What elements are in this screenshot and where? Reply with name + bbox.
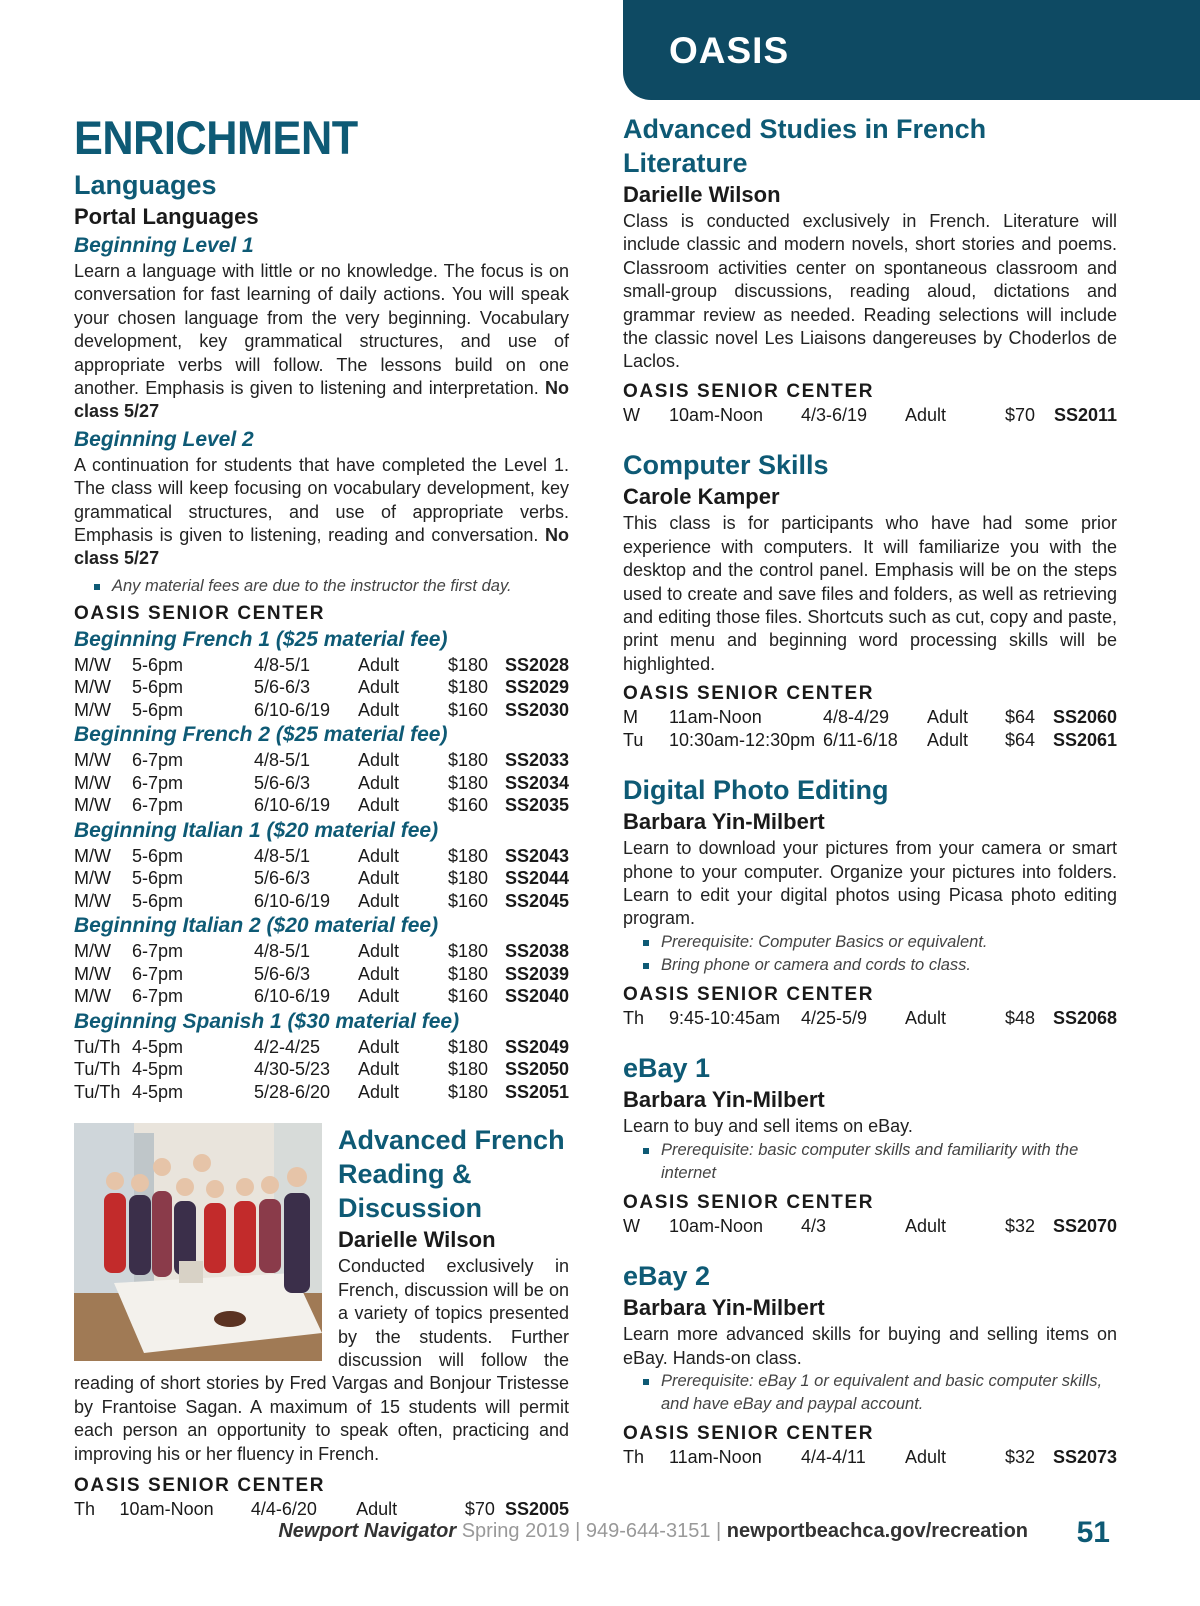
day-cell: M/W [74,941,111,962]
time-cell: 10am-Noon [669,404,764,425]
course-description: A continuation for students that have completed the Level 1. The class will keep focusing on vocabulary development, key grammatical structures, and use of appropriate verbs. Emphasis is given to listening, reading and conversation. No class 5/27 [74,454,569,569]
dates-cell: 6/10-6/19 [254,795,331,816]
course-description: Class is conducted exclusively in French. Literature will include classic and modern novels, short stories and poems. Classroom activities center on spontaneous classroom and small-group discussions, reading aloud, dictations and grammar review as needed. Reading selections will include the classic novel Les Liaisons dangereuses by Choderlos de Laclos. [623,211,1117,372]
course-code: SS2060 [1052,707,1117,728]
time-cell: 10am-Noon [669,1215,764,1236]
day-cell: W [623,404,640,425]
age-cell: Adult [905,1007,947,1028]
course-code: SS2045 [504,890,569,911]
instructor-name: Barbara Yin-Milbert [623,809,825,835]
time-cell: 10am-Noon [119,1499,214,1520]
schedule-table [623,1446,1117,1469]
dates-cell: 4/8-5/1 [254,941,311,962]
dates-cell: 6/11-6/18 [823,729,898,750]
course-description: Conducted exclusively in French, discussion will be on a variety of topics presented by the students. Further discussion will follow the reading of short stories by Fred Vargas and Bonjour Tristesse by Frantoise Sagan. A maximum of 15 students will permit each person an opportunity to speak often, practicing and improving his or her fluency in French. [74,1256,569,1464]
course-code: SS2050 [504,1059,569,1080]
banner-title: OASIS [669,30,790,71]
phone-number: 949-644-3151 [585,1520,711,1542]
fee-cell: $180 [447,845,488,866]
instructor-name: Darielle Wilson [338,1227,496,1253]
page-footer [0,1516,1200,1556]
time-cell: 6-7pm [132,941,184,962]
schedule-row [74,654,569,677]
class-group-title: Beginning French 1 ($25 material fee) [74,627,448,651]
location-heading: OASIS SENIOR CENTER [623,683,875,705]
schedule-row [74,985,569,1008]
time-cell: 6-7pm [132,750,184,771]
day-cell: M/W [74,677,111,698]
course-code: SS2070 [1052,1215,1117,1236]
schedule-row [74,1058,569,1081]
fee-cell: $180 [447,941,488,962]
course-block [623,112,1117,426]
location-heading: OASIS SENIOR CENTER [623,983,875,1005]
prerequisite-note: Prerequisite: eBay 1 or equivalent and basic computer skills, and have eBay and paypal account. [623,1370,1117,1416]
course-block [623,448,1117,751]
schedule-table [74,749,569,817]
course-code: SS2044 [504,868,569,889]
location-heading: OASIS SENIOR CENTER [623,380,875,402]
course-description: Learn a language with little or no knowledge. The focus is on conversation for fast learning of daily actions. You will speak your chosen language from the very beginning. Vocabulary development, key grammatical structures, and use of appropriate verbs will follow. The lessons build on one another. Emphasis is given to listening and interpretation. No class 5/27 [74,261,569,422]
age-cell: Adult [358,963,400,984]
age-cell: Adult [358,890,400,911]
fee-cell: $70 [1004,404,1035,425]
course-code: SS2011 [1053,404,1117,425]
schedule-row [623,404,1117,427]
fee-cell: $180 [447,772,488,793]
dates-cell: 4/8-5/1 [254,845,311,866]
dates-cell: 6/10-6/19 [254,890,331,911]
subsection-title: Languages [74,170,217,200]
publication-name: Newport Navigator [278,1520,457,1542]
time-cell: 9:45-10:45am [669,1007,781,1028]
course-code: SS2049 [504,1036,569,1057]
fee-cell: $180 [447,1036,488,1057]
page-number: 51 [1076,1516,1110,1549]
schedule-row [74,867,569,890]
age-cell: Adult [358,795,400,816]
dates-cell: 4/30-5/23 [254,1059,331,1080]
instructor-name: Darielle Wilson [623,182,781,207]
course-description: Learn more advanced skills for buying and selling items on eBay. Hands-on class. [623,1324,1117,1368]
schedule-row [74,1036,569,1059]
age-cell: Adult [905,1447,947,1468]
age-cell: Adult [358,1081,400,1102]
prerequisite-note: Prerequisite: Computer Basics or equivalent. [623,931,1117,954]
time-cell: 5-6pm [132,699,184,720]
fee-cell: $160 [447,890,488,911]
time-cell: 4-5pm [132,1036,184,1057]
course-title: Advanced French Reading & Discussion [338,1125,565,1224]
course-code: SS2038 [504,941,569,962]
left-column [74,112,569,1521]
day-cell: W [623,1215,640,1236]
dates-cell: 6/10-6/19 [254,699,331,720]
schedule-row [74,890,569,913]
dates-cell: 5/6-6/3 [254,772,311,793]
day-cell: M/W [74,750,111,771]
fee-cell: $180 [447,1081,488,1102]
course-code: SS2043 [504,845,569,866]
fee-cell: $48 [1004,1007,1035,1028]
course-code: SS2029 [504,677,569,698]
course-description: Learn to download your pictures from your camera or smart phone to your computer. Organize your pictures into folders. Learn to edit your digital photos using Picasa photo editing program. [623,838,1117,929]
website-url[interactable]: newportbeachca.gov/recreation [726,1520,1028,1542]
dates-cell: 5/28-6/20 [254,1081,331,1102]
age-cell: Adult [358,772,400,793]
course-title: Computer Skills [623,450,829,481]
schedule-table [623,1007,1117,1030]
course-code: SS2039 [504,963,569,984]
age-cell: Adult [358,986,400,1007]
fee-cell: $32 [1004,1215,1035,1236]
day-cell: Tu/Th [74,1081,121,1102]
schedule-row [74,699,569,722]
schedule-row [623,1446,1117,1469]
course-code: SS2005 [504,1499,569,1520]
age-cell: Adult [358,699,400,720]
fee-cell: $70 [464,1499,495,1520]
dates-cell: 4/8-4/29 [823,707,890,728]
course-code: SS2051 [504,1081,569,1102]
location-heading: OASIS SENIOR CENTER [74,602,326,624]
dates-cell: 6/10-6/19 [254,986,331,1007]
dates-cell: 4/25-5/9 [801,1007,868,1028]
fee-cell: $160 [447,795,488,816]
time-cell: 5-6pm [132,677,184,698]
schedule-table [74,845,569,913]
time-cell: 5-6pm [132,868,184,889]
age-cell: Adult [356,1499,398,1520]
course-block [623,1259,1117,1468]
day-cell: M/W [74,654,111,675]
dates-cell: 4/8-5/1 [254,750,311,771]
course-description: This class is for participants who have had some prior experience with computers. It will familiarize you with the desktop and the control panel. Emphasis will be on the steps used to create and save files and folders, as well as retrieving and editing those files. Shortcuts such as cut, copy and paste, print menu and beginning word processing skills will be highlighted. [623,513,1117,674]
right-column [623,112,1117,1469]
course-title: eBay 1 [623,1053,711,1084]
instructor-name: Barbara Yin-Milbert [623,1295,825,1321]
dates-cell: 4/8-5/1 [254,654,311,675]
age-cell: Adult [927,729,969,750]
schedule-row [74,845,569,868]
day-cell: M/W [74,963,111,984]
time-cell: 5-6pm [132,890,184,911]
day-cell: M/W [74,772,111,793]
course-code: SS2034 [504,772,569,793]
day-cell: Th [623,1447,645,1468]
time-cell: 6-7pm [132,986,184,1007]
fee-cell: $160 [447,986,488,1007]
dates-cell: 4/3-6/19 [801,404,868,425]
time-cell: 6-7pm [132,795,184,816]
instructor-name: Carole Kamper [623,484,780,510]
schedule-row [74,749,569,772]
schedule-row [74,676,569,699]
class-group-title: Beginning French 2 ($25 material fee) [74,723,448,747]
dates-cell: 4/3 [801,1215,827,1236]
course-code: SS2035 [504,795,569,816]
course-title: eBay 2 [623,1261,711,1292]
schedule-row [74,794,569,817]
course-code: SS2040 [504,986,569,1007]
day-cell: Th [74,1499,96,1520]
provider-name: Portal Languages [74,204,259,229]
age-cell: Adult [358,1036,400,1057]
schedule-table [623,404,1117,427]
fee-cell: $180 [447,963,488,984]
time-cell: 11am-Noon [669,1447,762,1468]
dates-cell: 4/4-4/11 [801,1447,866,1468]
dates-cell: 5/6-6/3 [254,963,311,984]
course-code: SS2030 [504,699,569,720]
oasis-banner [623,0,1200,100]
course-code: SS2073 [1052,1447,1117,1468]
time-cell: 6-7pm [132,772,184,793]
schedule-row [74,940,569,963]
age-cell: Adult [358,941,400,962]
course-title: Beginning Level 1 [74,234,254,257]
age-cell: Adult [358,845,400,866]
course-code: SS2068 [1052,1007,1117,1028]
course-description: Learn to buy and sell items on eBay. [623,1116,913,1137]
time-cell: 10:30am-12:30pm [669,729,816,750]
day-cell: M/W [74,868,111,889]
time-cell: 4-5pm [132,1081,184,1102]
location-heading: OASIS SENIOR CENTER [623,1191,875,1213]
fee-cell: $180 [447,750,488,771]
day-cell: M/W [74,986,111,1007]
class-group-title: Beginning Spanish 1 ($30 material fee) [74,1009,460,1033]
class-group-title: Beginning Italian 2 ($20 material fee) [74,914,439,938]
fee-cell: $160 [447,699,488,720]
reading-course [74,1123,569,1520]
section-title: ENRICHMENT [74,111,358,164]
schedule-table [74,940,569,1008]
age-cell: Adult [905,1215,947,1236]
day-cell: M/W [74,699,111,720]
course-block [623,1051,1117,1237]
schedule-table [74,1036,569,1104]
schedule-row [623,1007,1117,1030]
schedule-row [74,772,569,795]
age-cell: Adult [358,750,400,771]
day-cell: M/W [74,795,111,816]
course-title: Beginning Level 2 [74,427,254,451]
material-fee-note: Any material fees are due to the instructor the first day. [74,575,569,598]
day-cell: Tu/Th [74,1036,121,1057]
schedule-row [74,1081,569,1104]
fee-cell: $180 [447,654,488,675]
day-cell: M/W [74,845,111,866]
dates-cell: 5/6-6/3 [254,677,311,698]
course-title: Digital Photo Editing [623,775,889,806]
schedule-table [623,706,1117,751]
course-block [623,773,1117,1029]
time-cell: 5-6pm [132,654,184,675]
day-cell: Th [623,1007,645,1028]
fee-cell: $32 [1004,1447,1035,1468]
dates-cell: 5/6-6/3 [254,868,311,889]
day-cell: Tu/Th [74,1059,121,1080]
day-cell: Tu [623,729,644,750]
age-cell: Adult [905,404,947,425]
age-cell: Adult [358,868,400,889]
season: Spring 2019 [461,1520,570,1542]
class-group-title: Beginning Italian 1 ($20 material fee) [74,818,439,842]
schedule-row [74,963,569,986]
dates-cell: 4/2-4/25 [254,1036,321,1057]
location-heading: OASIS SENIOR CENTER [74,1475,326,1497]
schedule-groups [74,626,569,1104]
schedule-row [623,729,1117,752]
age-cell: Adult [358,1059,400,1080]
age-cell: Adult [927,707,969,728]
instructor-name: Barbara Yin-Milbert [623,1087,825,1113]
prerequisite-note: Bring phone or camera and cords to class. [623,954,1117,977]
separator: | [575,1520,581,1542]
fee-cell: $64 [1004,729,1035,750]
time-cell: 6-7pm [132,963,184,984]
time-cell: 11am-Noon [669,707,762,728]
course-code: SS2028 [504,654,569,675]
schedule-row [623,706,1117,729]
fee-cell: $64 [1004,707,1035,728]
course-code: SS2033 [504,750,569,771]
fee-cell: $180 [447,1059,488,1080]
time-cell: 4-5pm [132,1059,184,1080]
schedule-row [623,1215,1117,1238]
day-cell: M/W [74,890,111,911]
course-title: Advanced Studies in French Literature [623,114,987,178]
schedule-table [74,654,569,722]
prerequisite-note: Prerequisite: basic computer skills and familiarity with the internet [623,1139,1117,1185]
day-cell: M [623,707,638,728]
time-cell: 5-6pm [132,845,184,866]
age-cell: Adult [358,654,400,675]
dates-cell: 4/4-6/20 [250,1499,317,1520]
fee-cell: $180 [447,677,488,698]
course-code: SS2061 [1052,729,1117,750]
class-photo [74,1123,322,1361]
location-heading: OASIS SENIOR CENTER [623,1423,875,1445]
age-cell: Adult [358,677,400,698]
schedule-table [623,1215,1117,1238]
footer-text [278,1520,1028,1543]
fee-cell: $180 [447,868,488,889]
separator: | [716,1520,722,1542]
